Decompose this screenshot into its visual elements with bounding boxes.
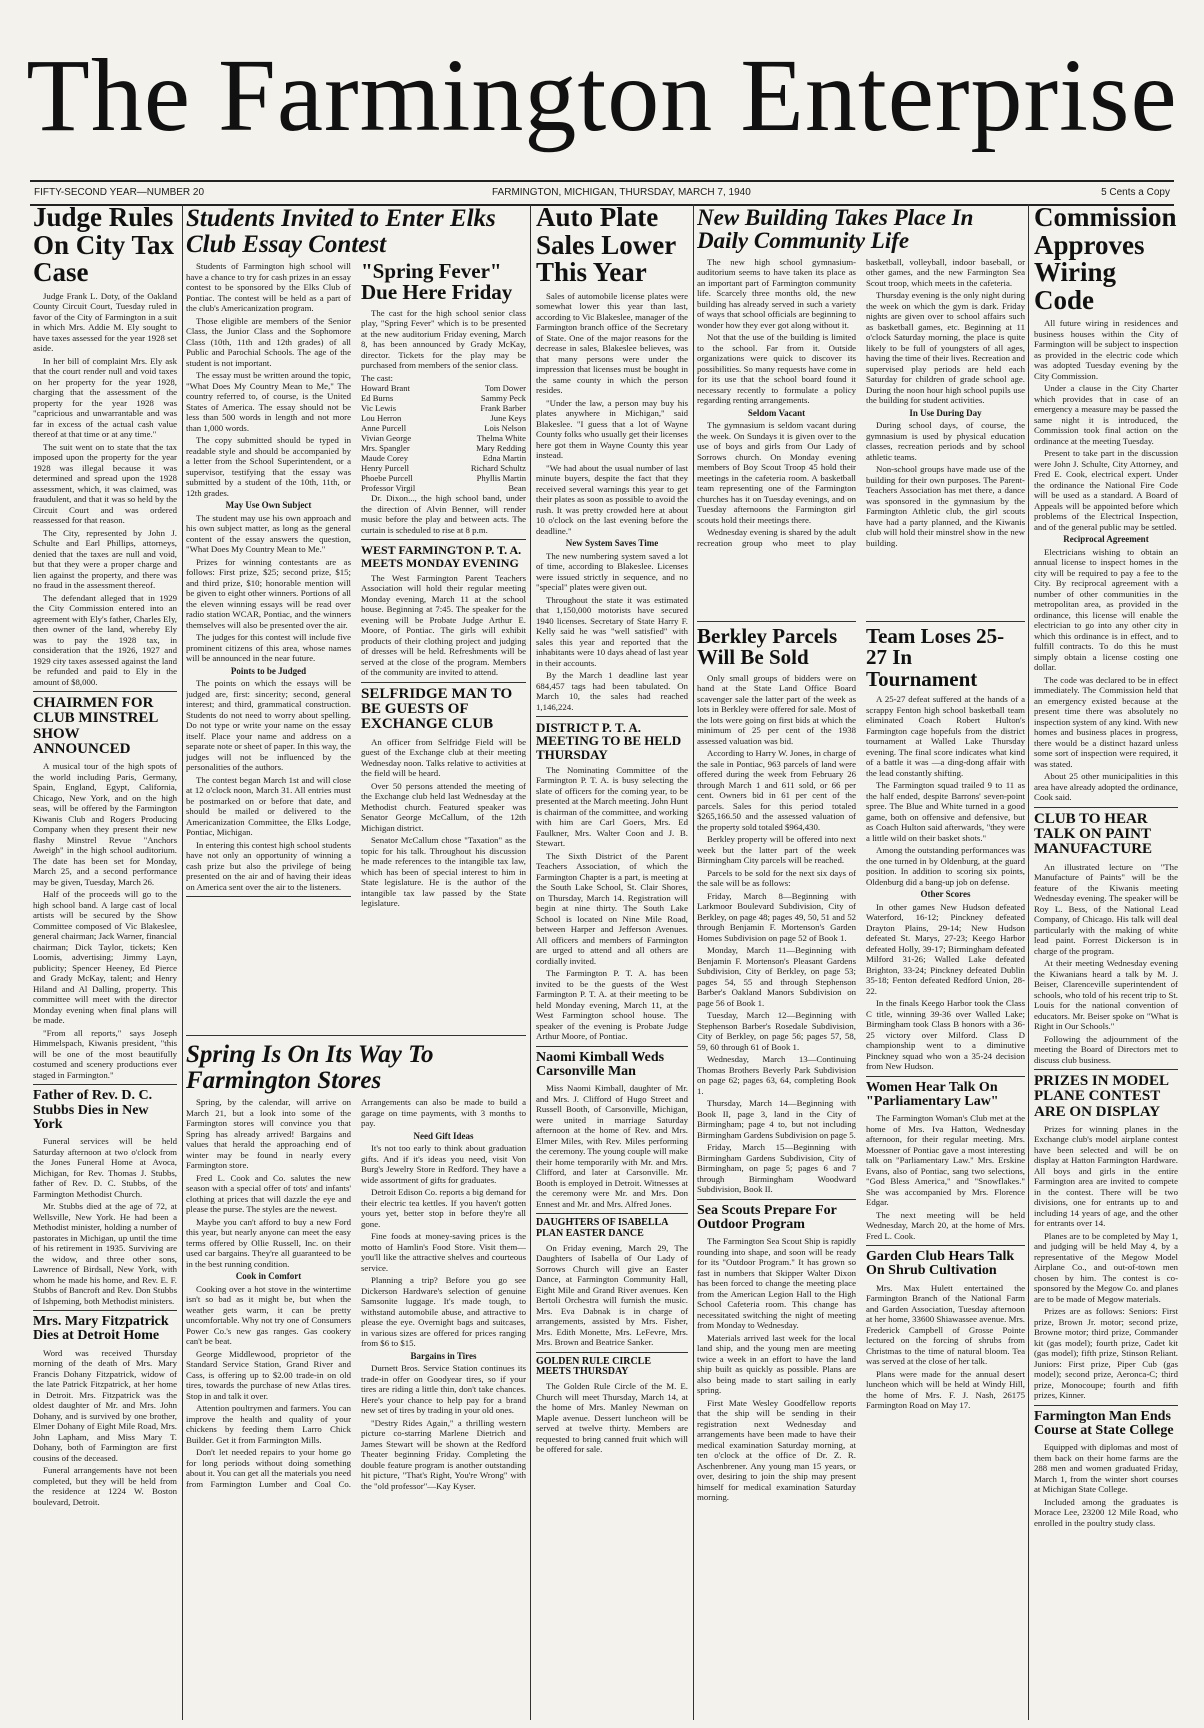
article-paragraph: Berkley property will be offered into next week but the latter part of the week Birmingham City parcels will be reached. <box>697 834 856 866</box>
headline-auto-plates: Auto Plate Sales Lower This Year <box>536 204 676 288</box>
article-paragraph: Planning a trip? Before you go see Dickerson Hardware's selection of genuine Samsonite luggage. It's made tough, to withstand automobile abuse, and attractive to please the eye. Overnight bags and suitcases, in various sizes are offered for prices ranging from $6 to $15. <box>361 1275 526 1348</box>
cast-actor: Thelma White <box>476 433 526 444</box>
cast-role: Vivian George <box>361 433 412 444</box>
masthead-title: The Farmington Enterprise <box>26 38 1178 153</box>
article-paragraph: Dr. Dixon..., the high school band, under the direction of Alvin Benner, will render music before the play and between acts. The curtain is scheduled to rise at 8 p.m. <box>361 493 526 535</box>
column-rule <box>693 204 694 1720</box>
cast-actor: Frank Barber <box>480 403 526 414</box>
article-paragraph: Half of the proceeds will go to the high school band. A large cast of local artists will be secured by the Show Committee composed of Vic Blakeslee, general chairman; Jack Warner, financial chairman; Dick Taylor, tickets; Ken Loomis, advertising; Jimmy Layn, publicity; Spencer Heeney, Ed Pierce and Grady McKay, talent; and Henry Hiland and Al Dalling, property. This committee will meet with the director Monday evening when final plans will be made. <box>33 889 177 1026</box>
article-paragraph: Electricians wishing to obtain an annual license to inspect homes in the city will be required to pay a fee to the City. By reciprocal agreement with a number of other communities in the metropolitan area, as provided in the ordinance, this license will enable the electrician to go into any other city in which this ordinance is in effect, and to fulfill contracts. To do this he must simply obtain a license costing one dollar. <box>1034 546 1178 673</box>
headline-selfridge: SELFRIDGE MAN TO BE GUESTS OF EXCHANGE CLUB <box>361 685 513 733</box>
article-paragraph: Tuesday, March 12—Beginning with Stephenson Barber's Rosedale Subdivision, City of Berkley, on page 56; pages 57, 58, 59, 60 through 61 of Book 1. <box>697 1010 856 1052</box>
article-paragraph: Only small groups of bidders were on hand at the State Land Office Board scavenger sale the latter part of the week as lots in Berkley were offered for sale. Most of the lots were going on first bids at which the minimum of 25 per cent of the 1938 assessed valuation was bid. <box>697 672 856 746</box>
article-paragraph: The suit went on to state that the tax imposed upon the property for the year 1928 was illegal because it was determined and spread upon the 1928 assessment, which, it was claimed, was fraudulent, and that it was so held by the Circuit Court and was ordered reassessed for that reason. <box>33 441 177 526</box>
section-rule <box>186 1035 526 1036</box>
article-paragraph: All future wiring in residences and business houses within the City of Farmington will be subject to inspection as provided in the electric code which was adopted Tuesday evening by the City Commission. <box>1034 318 1178 381</box>
article-paragraph: Funeral services will be held Saturday afternoon at two o'clock from the Jones Funeral Home at Avoca, Michigan, for Rev. Thomas J. Stubbs, father of Rev. D. C. Stubbs, of the Farmington Methodist Church. <box>33 1136 177 1199</box>
headline-wiring-code: Commission Approves Wiring Code <box>1034 204 1177 315</box>
subhead: May Use Own Subject <box>225 500 312 510</box>
article-paragraph: A musical tour of the high spots of the world including Paris, Germany, Spain, England, Egypt, California, Chicago, New York, and on the high seas, will be offered by the Farmington Kiwanis Club and Rogers Producing Company when they present their new flashy Minstrel Revue "Anchors Aweigh" in the high school auditorium. The date has been set for Monday, March 25, and a second performance may be given, Tuesday, March 26. <box>33 761 177 887</box>
section-rule <box>866 621 1025 622</box>
article-paragraph: Plans were made for the annual desert luncheon which will be held at Windy Hill, the home of Mrs. F. J. Nash, 26175 Farmington Road on May 17. <box>866 1368 1025 1411</box>
article-paragraph: Fine foods at money-saving prices is the motto of Hamlin's Food Store. Visit them—you'll like the attractive shelves and courteous service. <box>361 1231 526 1273</box>
article-paragraph: An officer from Selfridge Field will be guest of the Exchange club at their meeting Wednesday noon. Talks relative to activities at the field will be heard. <box>361 736 526 779</box>
article-paragraph: The Farmington Woman's Club met at the home of Mrs. Iva Hatton, Wednesday afternoon, for their regular meeting. Mrs. Moessner of Pontiac gave a most interesting talk on "Parliamentary Law." Mrs. Erskine Evans, also of Pontiac, sang two selections, "God Bless America," and "Snowflakes." She was accompanied by Mrs. Florence Edgar. <box>866 1113 1025 1208</box>
article-paragraph: Among the outstanding performances was the one turned in by Oldenburg, at the guard position. In addition to scoring six points, Oldenburg did a bang-up job on defense. <box>866 845 1025 887</box>
article-paragraph: Maybe you can't afford to buy a new Ford this year, but nearly anyone can meet the easy terms offered by Ollie Russell, Inc. on their used car bargains. They're all guaranteed to be in the best running condition. <box>186 1216 351 1269</box>
article-paragraph: Monday, March 11—Beginning with Benjamin F. Mortenson's Pleasant Gardens Subdivision, City of Berkley, on page 53; pages 54, 55 and through Stephenson Barber's Oakland Manors Subdivision on page 56 of Book 1. <box>697 945 856 1008</box>
article-paragraph: The West Farmington Parent Teachers Association will hold their regular meeting Monday evening, March 11 at the school house. Beginning at 7:45. The speaker for the evening will be Probate Judge Arthur E. Moore, of Pontiac. The girls will exhibit products of their clothing project and judging of dresses will be held. Refreshments will be served at the close of the program. Members of the community are invited to attend. <box>361 572 526 678</box>
dateline-bar <box>30 180 1174 206</box>
article-paragraph: The Farmington squad trailed 9 to 11 as the half ended, despite Barrons' seven-point spree. The Blue and White turned in a good game, both on offensive and defensive, but as Coach Hulton said afterwards, "they were a little wild on their basket shots." <box>866 780 1025 843</box>
article-paragraph: Miss Naomi Kimball, daughter of Mr. and Mrs. J. Clifford of Hugo Street and Russell Booth, of Carsonville, Michigan, were united in marriage Saturday afternoon at the home of Rev. and Mrs. Elmer Miles, with Rev. Miles performing the ceremony. The young couple will make their home temporarily with Mr. and Mrs. Clifford, and later at Carsonville. Mr. Booth is employed in Detroit. Witnesses at the ceremony were Mr. and Mrs. Don Ennest and Mr. and Mrs. Alfred Jones. <box>536 1083 688 1209</box>
article-paragraph: The student may use his own approach and his own subject matter, as long as the general content of the essay answers the question, "What Does My Country Mean to Me." <box>186 512 351 554</box>
article-paragraph: Prizes for winning contestants are as follows: First prize, $25; second prize, $15; and third prize, $10; honorable mention will be given to eight other winners. Portions of all the eleven winning essays will be read over radio station WCAR, Pontiac, and the winners themselves will also be presented over the air. <box>186 556 351 630</box>
article-paragraph: Under a clause in the City Charter which provides that in case of an emergency a measure may be passed the same night it is introduced, the Commission took final action on the ordinance at the meeting Tuesday. <box>1034 383 1178 446</box>
berkley-column <box>697 617 856 1697</box>
article-paragraph: By the March 1 deadline last year 684,457 tags had been tabulated. On March 10, the sales had reached 1,146,224. <box>536 670 688 712</box>
section-rule <box>697 1199 856 1200</box>
article-paragraph: The cast for the high school senior class play, "Spring Fever" which is to be presented at the new auditorium Friday evening, March 8, has been announced by Grady McKay, director. Tickets for the play may be purchased from members of the senior class. <box>361 307 526 371</box>
cast-role: Lou Herron <box>361 413 402 424</box>
cast-actor: Edna Martin <box>482 453 526 464</box>
article-paragraph: Judge Frank L. Doty, of the Oakland County Circuit Court, Tuesday ruled in favor of the City of Farmington in a suit in which Mrs. Addie M. Ely sought to have taxes assessed for the year 1928 set aside. <box>33 290 177 354</box>
team-column <box>866 617 1025 1697</box>
cast-actor: Phyllis Martin <box>476 473 526 484</box>
subhead: New System Saves Time <box>565 538 659 549</box>
cast-row <box>361 383 526 393</box>
column-rule <box>182 204 183 1720</box>
cast-row <box>361 403 526 413</box>
article-paragraph: The next meeting will be held Wednesday, March 20, at the home of Mrs. Fred L. Cook. <box>866 1209 1025 1241</box>
article-paragraph: Parcels to be sold for the next six days of the sale will be as follows: <box>697 867 856 889</box>
headline-stubbs: Father of Rev. D. C. Stubbs Dies in New York <box>33 1088 153 1132</box>
article-paragraph: Funeral arrangements have not been completed, but they will be held from the residence at 1224 W. Boston boulevard, Detroit. <box>33 1465 177 1507</box>
article-paragraph: Equipped with diplomas and most of them back on their home farms are the 288 men and women graduated Friday, March 1, from the winter short courses at Michigan State College. <box>1034 1442 1178 1495</box>
headline-fitzpatrick: Mrs. Mary Fitzpatrick Dies at Detroit Home <box>33 1314 169 1344</box>
article-paragraph: Students of Farmington high school will have a chance to try for cash prizes in an essay contest to be sponsored by the Elks Club of Pontiac. The contest will be held as a part of the club's Americanization program. <box>186 261 351 313</box>
article-paragraph: In her bill of complaint Mrs. Ely ask that the court render null and void taxes on her property for the year 1928, charging that the assessment of the property for the year 1928 was "capricious and unwarrantable and was far in excess of the actual cash value thereof at that time or at any time." <box>33 355 177 440</box>
article-paragraph: Over 50 persons attended the meeting of the Exchange club held last Wednesday at the Methodist church. Featured speaker was Senator George McCallum, of the 12th Michigan district. <box>361 780 526 833</box>
lower-spread <box>697 617 1025 1697</box>
article-paragraph: In the finals Keego Harbor took the Class C title, winning 39-36 over Walled Lake; Birmingham took Class B honors with a 36-25 victory over Milford. Class D championship went to a diminutive Pinckney squad who won a 35-24 decision from New Hudson. <box>866 998 1025 1072</box>
article-paragraph: Wednesday evening is shared by the adult recreation group who meet to play basketball, volleyball, indoor baseball, or other games, and the new Farmington Sea Scout troop, which meets in the cafeteria. <box>697 256 1025 548</box>
headline-spring-stores: Spring Is On Its Way To Farmington Stores <box>186 1041 434 1094</box>
article-paragraph: Materials arrived last week for the local land ship, and the young men are meeting twice a week in an effort to have the land ship built as quickly as possible. Plans are also being made to start sailing in early spring. <box>697 1332 856 1396</box>
section-rule <box>33 691 177 692</box>
spread-columns-2-3 <box>186 206 526 1718</box>
cast-row <box>361 413 526 423</box>
article-paragraph: The gymnasium is seldom vacant during the week. On Sundays it is given over to the use of boys and girls from Our Lady of Sorrows church. On Monday evening members of Boy Scout Troop 45 hold their meetings in the cafeteria room. A basketball team representing one of the Farmington churches has it on Tuesday evenings, and on Tuesday afternoons the Farmington girl scouts hold their meetings there. <box>697 420 856 525</box>
subhead: Bargains in Tires <box>410 1350 477 1361</box>
section-rule <box>536 1046 688 1047</box>
article-paragraph: The points on which the essays will be judged are, first: sincerity; second, general interest; and third, grammatical construction. Students do not need to worry about spelling. Do not type or write your name on the essay itself. Place your name and address on a separate note or sheet of paper. In this way, the judges will not be influenced by the personalities of the authors. <box>186 678 351 772</box>
place-date: FARMINGTON, MICHIGAN, THURSDAY, MARCH 7, 1940 <box>492 187 751 198</box>
article-paragraph: Prizes for winning planes in the Exchange club's model airplane contest have been selected and will be on display at Hatton Farmington Hardware. All boys and girls in the entire Farmington area are invited to compete in the contest. There will be two divisions, one for entrants up to and including 14 years of age, and the other for entrants over 14. <box>1034 1123 1178 1229</box>
cast-row <box>361 423 526 433</box>
article-paragraph: The essay must be written around the topic, "What Does My Country Mean to Me," The country referred to, of course, is the United States of America. The essay should not be less than 500 words in length and not more than 1,000 words. <box>186 370 351 433</box>
column-4 <box>533 204 691 1722</box>
article-paragraph: It's not too early to think about graduation gifts. And if it's ideas you need, visit Von Burg's Jewelry Store in Redford. They have a wide assortment of gifts for graduates. <box>361 1143 526 1185</box>
headline-west-pta: WEST FARMINGTON P. T. A. MEETS MONDAY EVENING <box>361 543 522 570</box>
article-paragraph: An illustrated lecture on "The Manufacture of Paints" will be the feature of the Kiwanis meeting Wednesday evening. The speaker will be Roy L. Bess, of the National Lead Company, of Chicago. His talk will deal particularly with the making of white lead paint. Forrest Dickerson is in charge of the program. <box>1034 861 1178 956</box>
article-paragraph: At their meeting Wednesday evening the Kiwanians heard a talk by M. J. Beiser, Clarenceville superintendent of schools, who told of his recent trip to St. Louis for the national convention of educators. Mr. Beiser spoke on "What is Right in Our Schools." <box>1034 958 1178 1032</box>
headline-district-pta: DISTRICT P. T. A. MEETING TO BE HELD THURSDAY <box>536 720 682 762</box>
column-rule <box>1028 204 1029 1720</box>
volume-number: FIFTY-SECOND YEAR—NUMBER 20 <box>34 187 205 198</box>
article-paragraph: Durnett Bros. Service Station continues its trade-in offer on Goodyear tires, so if your tires are riding a little thin, don't take chances. Here's your chance to help pay for a brand new set of tires by trading in your old ones. <box>361 1363 526 1415</box>
cast-actor: Mary Redding <box>476 443 526 454</box>
headline-team-loses: Team Loses 25-27 In Tournament <box>866 623 1005 691</box>
headline-paint-talk: CLUB TO HEAR TALK ON PAINT MANUFACTURE <box>1034 810 1153 858</box>
cast-actor: June Keys <box>490 413 526 424</box>
cast-role: Mrs. Spangler <box>361 443 410 454</box>
article-paragraph: Word was received Thursday morning of the death of Mrs. Mary Francis Dohany Fitzpatrick, widow of the late Patrick Fitzpatrick, at her home in Detroit. Mrs. Fitzpatrick was the oldest daughter of Mr. and Mrs. John Dohany, and is survived by one brother, Elmer Dohany of Eight Mile Road, Mrs. John Lapham, and Miss Mary T. Dohany, both of Farmington are first cousins of the deceased. <box>33 1347 177 1463</box>
article-paragraph: Mrs. Max Hulett entertained the Farmington Branch of the National Farm and Garden Association, Tuesday afternoon at her home, 33600 Shiawassee avenue. Mrs. Frederick Campbell of Grosse Pointe lectured on the forcing of shrubs from Christmas to the time of natural bloom. Tea was served at the close of her talk. <box>866 1282 1025 1367</box>
cast-role: Professor Virgil <box>361 483 416 494</box>
article-paragraph: The new high school gymnasium-auditorium seems to have taken its place as an important part of Farmington community life. Scarcely three months old, the new building has already served in such a variety of ways that school officials are beginning to wonder how they ever got along without it. <box>697 256 856 330</box>
cast-row <box>361 463 526 473</box>
headline-model-plane: PRIZES IN MODEL PLANE CONTEST ARE ON DISPLAY <box>1034 1073 1169 1120</box>
subhead: Other Scores <box>920 889 971 900</box>
section-rule <box>361 682 526 683</box>
article-paragraph: Non-school groups have made use of the building for their own purposes. The Parent-Teachers Association has met there, a dance was sponsored in the gymnasium by the Farmington Athletic club, the girl scouts have had a party planned, and the Kiwanis club will hold their minstrel show in the new building. <box>866 464 1025 548</box>
article-paragraph: Cooking over a hot stove in the wintertime isn't so bad as it might be, but when the weather gets warm, it can be pretty uncomfortable. Why not try one of Consumers Power Co.'s new gas ranges. Gas cookery can't be beat. <box>186 1283 351 1346</box>
article-paragraph: Don't let needed repairs to your home go for long periods without doing something about it. You can get all the materials you need from Farmington Lumber and Coal Co. Arrangements can also be made to build a garage on time payments, with 3 months to pay. <box>186 1097 526 1489</box>
article-paragraph: The City, represented by John J. Schulte and Earl Phillips, attorneys, denied that the taxes are null and void, but that they were a proper charge and lien against the property, and there was no fraud in the assessment thereof. <box>33 527 177 591</box>
article-paragraph: Throughout the state it was estimated that 1,150,000 motorists have secured 1940 licenses. Secretary of State Harry F. Kelly said he was "well satisfied" with sales this year and reported that the inhabitants were 10 days ahead of last year in their accounts. <box>536 594 688 668</box>
section-rule <box>866 1076 1025 1077</box>
cast-role: Henry Purcell <box>361 463 409 474</box>
headline-tax-case: Judge Rules On City Tax Case <box>33 204 175 288</box>
article-paragraph: George Middlewood, proprietor of the Standard Service Station, Grand River and Cass, is offering up to $2.00 trade-in on old tires, towards the purchase of new Atlas tires. Stop in and talk it over. <box>186 1348 351 1401</box>
article-paragraph: Included among the graduates is Morace Lee, 23200 12 Mile Road, who enrolled in the poultry study class. <box>1034 1496 1178 1528</box>
article-paragraph: Friday, March 15—Beginning with Birmingham Gardens Subdivision, City of Birmingham, on page 5; pages 6 and 7 through Birmingham Woodward Subdivision, Book II. <box>697 1142 856 1195</box>
article-paragraph: The Farmington Sea Scout Ship is rapidly rounding into shape, and soon will be ready for its "Outdoor Program." It has grown so fast in numbers that Skipper Walter Dixon has been forced to change the meeting place from the American Legion Hall to the High School Cafeteria room. This change has necessitated switching the night of meeting from Monday to Wednesday. <box>697 1236 856 1331</box>
article-paragraph: About 25 other municipalities in this area have already adopted the ordinance, Cook said. <box>1034 771 1178 803</box>
subhead: Cook in Comfort <box>235 1271 302 1281</box>
section-rule <box>186 896 351 897</box>
article-paragraph: Planes are to be completed by May 1, and judging will be held May 4, by a representative of the Megow Model Airplane Co., and out-of-town men chosen by him. The contest is co-sponsored by the Megow Co. and planes are to be made of Megow materials. <box>1034 1230 1178 1304</box>
cast-actor: Tom Dower <box>484 383 526 394</box>
article-paragraph: Detroit Edison Co. reports a big demand for their electric tea kettles. If you haven't gotten yours yet, better stop in before they're all gone. <box>361 1187 526 1229</box>
column-1 <box>30 204 180 1722</box>
article-paragraph: Friday, March 8—Beginning with Larkmoor Boulevard Subdivision, City of Berkley, on page 48; pages 49, 50, 51 and 52 through Benjamin F. Mortenson's Garden Homes Subdivision on page 52 of Book 1. <box>697 890 856 943</box>
headline-parliamentary-law: Women Hear Talk On "Parliamentary Law" <box>866 1079 999 1109</box>
subhead: Need Gift Ideas <box>413 1130 474 1141</box>
section-rule <box>33 1084 177 1085</box>
article-paragraph: According to Harry W. Jones, in charge of the sale in Pontiac, 963 parcels of land were offered during the week from February 26 through March 1 and 611 sold, or 66 per cent. Owners bid in 61 per cent of the parcels. Sales for this period totaled $265,166.50 and the assessed valuation of the property sold totaled $964,430. <box>697 748 856 832</box>
cast-row <box>361 433 526 443</box>
cast-role: Howard Brant <box>361 383 410 394</box>
spread-columns-5-6 <box>697 206 1025 1718</box>
headline-berkley-parcels: Berkley Parcels Will Be Sold <box>697 623 838 670</box>
article-paragraph: Not that the use of the building is limited to the school. Far from it. Outside organizations were quick to discover its possibilities. So many requests have come in for its use that the school board found it necessary recently to formulate a policy regarding renting arrangements. <box>697 332 856 406</box>
building-article-body <box>697 257 1025 617</box>
article-paragraph: The contest began March 1st and will close at 12 o'clock noon, March 31. All entries must be postmarked on or before that date, and should be mailed or delivered to the Americanization Committee, the Elks Lodge, Pontiac, Michigan. <box>186 774 351 837</box>
section-rule <box>1034 807 1178 808</box>
article-paragraph: "We had about the usual number of last minute buyers, despite the fact that they received several warnings this year to get their plates as soon as possible to avoid the rush. It was pretty crowded here at about 10 o'clock on the last evening before the deadline." <box>536 462 688 536</box>
article-paragraph: Sales of automobile license plates were somewhat lower this year than last, according to Vic Blakeslee, manager of the Farmington branch office of the Secretary of State. One of the major reasons for the decrease in sales, Blakeslee believes, was that many persons were under the impression that licenses must be bought in the same county in which the person resides. <box>536 290 688 396</box>
article-paragraph: Fred L. Cook and Co. salutes the new season with a special offer of tots' and infants' clothing at prices that will dazzle the eye and please the purse. The styles are the newest. <box>186 1172 351 1214</box>
article-paragraph: "From all reports," says Joseph Himmelspach, Kiwanis president, "this will be one of the most beautifully costumed and scenery productions ever staged in Farmington." <box>33 1027 177 1080</box>
article-paragraph: "Destry Rides Again," a thrilling western picture co-starring Marlene Dietrich and James Stewart will be shown at the Redford Theater beginning Friday. Completing the double feature program is another outstanding hit picture, "That's Right, You're Wrong" with the "old professor"—Kay Kyser. <box>361 1417 526 1491</box>
headline-spring-fever: "Spring Fever" Due Here Friday <box>361 261 513 305</box>
price: 5 Cents a Copy <box>1101 187 1170 198</box>
article-paragraph: The Golden Rule Circle of the M. E. Church will meet Thursday, March 14, at the home of Mrs. Manley Newman on Maple avenue. Dessert luncheon will be served at twelve thirty. Members are requested to bring canned fruit which will be offered for sale. <box>536 1381 688 1455</box>
article-paragraph: First Mate Wesley Goodfellow reports that the ship will be sending in their registration next Wednesday and arrangements have been made to have their medical examination Saturday morning, at ten o'clock at the office of Dr. Z. R. Aschenbrener. Any young man 15 years, or over, desiring to join the ship may present himself for medical examination Saturday morning. <box>697 1397 856 1503</box>
article-paragraph: During school days, of course, the gymnasium is used by physical education classes, recreation periods and by school athletic teams. <box>866 420 1025 462</box>
cast-row <box>361 443 526 453</box>
column-7 <box>1031 204 1181 1722</box>
article-paragraph: The new numbering system saved a lot of time, according to Blakeslee. Licenses were issued strictly in sequence, and no "special" plates were given out. <box>536 550 688 593</box>
article-paragraph: Thursday evening is the only night during the week on which the gym is dark. Friday nights are given over to school affairs such as basketball games, etc. Beginning at 11 o'clock Saturday morning, the place is quite likely to be full of youngsters of all ages, having the time of their lives. Recreation and supervised play periods are held each Saturday for children of grade school age. During the noon hour high school pupils use the building for student activities. <box>866 290 1025 406</box>
article-paragraph: On Friday evening, March 29, The Daughters of Isabella of Our Lady of Sorrows Church will give an Easter Dance, at Farmington Community Hall, Eight Mile and Grand River avenues. Ken Bertoli Orchestra will furnish the music. Mrs. Eva Dabnak is in charge of arrangements, assisted by Mrs. Fisher, Mrs. Edith Monette, Mrs. LeFevre, Mrs. Mrs. Brown and Beatrice Sanker. <box>536 1242 688 1348</box>
cast-role: Ed Burns <box>361 393 394 404</box>
subhead: Reciprocal Agreement <box>1063 534 1149 545</box>
section-rule <box>1034 1405 1178 1406</box>
article-paragraph: In entering this contest high school students have not only an opportunity of winning a cash prize but also the privilege of being presented on the air and of having their ideas on America sent over the air to the listeners. <box>186 839 351 892</box>
article-paragraph: The Nominating Committee of the Farmington P. T. A. is busy selecting the slate of officers for the coming year, to be presented at the March meeting. John Hunt is chairman of the committee, and working with him are Carl Goers, Mrs. Ed Faulkner, Mrs. Walter Coon and J. B. Stewart. <box>536 764 688 849</box>
section-rule <box>361 539 526 540</box>
headline-kimball-wedding: Naomi Kimball Weds Carsonville Man <box>536 1049 665 1080</box>
section-rule <box>1034 1069 1178 1070</box>
headline-sea-scouts: Sea Scouts Prepare For Outdoor Program <box>697 1202 837 1232</box>
section-rule <box>536 1352 688 1353</box>
section-rule <box>536 1213 688 1214</box>
article-paragraph: The Sixth District of the Parent Teachers Association, of which the Farmington Chapter is a part, is meeting at the South Lake School, St. Clair Shores, on Thursday, March 14. Registration will begin at nine thirty. The South Lake School is located on Nine Mile Road, between Harper and Jefferson Avenues. All officers and members of Farmington are urged to attend and all others are cordially invited. <box>536 850 688 966</box>
cast-role: Phoebe Purcell <box>361 473 413 484</box>
article-paragraph: The copy submitted should be typed in readable style and should be accompanied by a letter from the School Superintendent, or a supervisor, testifying that the essay was submitted by a student of the 10th, 11th, or 12th grades. <box>186 435 351 498</box>
article-paragraph: Spring, by the calendar, will arrive on March 21, but a look into some of the Farmington stores will convince you that Spring has already arrived! Bargains and values that herald the approaching end of winter may be found in nearly every Farmington store. <box>186 1097 351 1170</box>
cast-actor: Lois Nelson <box>484 423 526 434</box>
article-paragraph: The code was declared to be in effect immediately. The Commission held that an emergency existed because at the present time there was absolutely no inspection system of any kind. With new homes and business places in progress, there would be a distinct hazard unless some sort of inspection were required, it was stated. <box>1034 674 1178 769</box>
cast-row <box>361 393 526 403</box>
cast-role: Maude Corey <box>361 453 409 464</box>
article-paragraph: Mr. Stubbs died at the age of 72, at Wellsville, New York. He had been a Methodist minister, holding a number of pastorates in Michigan, up until the time of his retirement in 1935. Surviving are the widow, and three other sons, Lawrence of Birdsall, New York, with whom he made his home, and Rev. E. F. Stubbs of Bancroft and Rev. Don Stubbs of Ishpeming, both Methodist ministers. <box>33 1201 177 1306</box>
article-paragraph: Prizes are as follows: Seniors: First prize, Brown Jr. motor; second prize, Browne motor; third prize, Commander kit (gas model); fourth prize, Cadet kit (gas model); fifth prize, Stinson Reliant. Juniors: First prize, Piper Cub (gas model); second prize, Aeronca-C; third prize, Monocoupe; fourth and fifth prizes, Kinner. <box>1034 1306 1178 1401</box>
section-rule <box>866 1245 1025 1246</box>
cast-actor: Richard Schultz <box>470 463 526 474</box>
cast-actor: Bean <box>508 483 526 494</box>
article-paragraph: The judges for this contest will include five prominent citizens of this area, whose names will be announced in the near future. <box>186 632 351 663</box>
headline-minstrel-show: CHAIRMEN FOR CLUB MINSTREL SHOW ANNOUNCED <box>33 695 158 757</box>
elks-article-body <box>186 261 526 1031</box>
headline-isabella-dance: DAUGHTERS OF ISABELLA PLAN EASTER DANCE <box>536 1217 668 1239</box>
cast-row <box>361 453 526 463</box>
article-paragraph: The defendant alleged that in 1929 the City Commission entered into an agreement with Ely's father, Charles Ely, then owner of the land, whereby Ely was to pay the 1928 tax, in consideration that the 1926, 1927 and 1929 city taxes assessed against the land be refunded and paid to Ely in the amount of $8,000. <box>33 592 177 687</box>
article-paragraph: Present to take part in the discussion were John J. Schulte, City Attorney, and Fred E. Cook, electrical expert. Under the ordinance the National Fire Code will be used as a standard. A Board of Appeals will be appointed before which problems of the Electrical Inspection, and of the general public may be settled. <box>1034 448 1178 532</box>
article-paragraph: The Farmington P. T. A. has been invited to be the guests of the West Farmington P. T. A. at their meeting to be held Monday evening, March 11, at the West Farmington school house. The speaker of the evening is Probate Judge Arthur Moore, of Pontiac. <box>536 968 688 1042</box>
article-paragraph: In other games New Hudson defeated Waterford, 16-12; Pinckney defeated Drayton Plains, 29-14; New Hudson defeated St. Marys, 27-23; Keego Harbor defeated Holly, 39-17; Birmingham defeated Milford 31-26; Walled Lake defeated Brighton, 33-24; Pinckney defeated Dublin 35-18; Fenton defeated Redford Union, 28-22. <box>866 901 1025 996</box>
headline-garden-club: Garden Club Hears Talk On Shrub Cultivation <box>866 1249 1015 1279</box>
cast-actor: Sammy Peck <box>480 393 526 404</box>
cast-role: Anne Purcell <box>361 423 407 434</box>
article-paragraph: Senator McCallum chose "Taxation" as the topic for his talk. Throughout his discussion he made references to the intangible tax law, which has been of special interest to him in State legislature. He is the author of the intangible tax law passed by the State legislature. <box>361 835 526 909</box>
cast-row <box>361 483 526 493</box>
headline-golden-rule: GOLDEN RULE CIRCLE MEETS THURSDAY <box>536 1355 652 1377</box>
section-rule <box>697 621 856 622</box>
subhead: Points to be Judged <box>230 665 307 676</box>
article-paragraph: Attention poultrymen and farmers. You can improve the health and quality of your chickens by feeding them Larro Chick Builder. Get it from Farmington Mills. <box>186 1403 351 1445</box>
column-rule <box>530 204 531 1720</box>
section-rule <box>33 1310 177 1311</box>
spring-article-body <box>186 1097 526 1718</box>
cast-label: The cast: <box>361 372 393 383</box>
subhead: In Use During Day <box>909 407 982 418</box>
headline-new-building: New Building Takes Place In Daily Community Life <box>697 206 974 254</box>
article-paragraph: Wednesday, March 13—Continuing Thomas Brothers Beverly Park Subdivision on page 62; pages 63, 64, completing Book 1. <box>697 1054 856 1096</box>
article-paragraph: A 25-27 defeat suffered at the hands of a scrappy Fenton high school basketball team eliminated Coach Robert Hulton's Farmington cage hopefuls from the district tournament at Walled Lake Thursday evening. The final score indicates what kind of a battle it was —a ding-dong affair with the lead constantly shifting. <box>866 694 1025 778</box>
article-paragraph: Those eligible are members of the Senior Class, the Junior Class and the Sophomore Class (10th, 11th and 12th grades) of all Public and Parochial Schools. The age of the student is not important. <box>186 315 351 368</box>
article-paragraph: "Under the law, a person may buy his plates anywhere in Michigan," said Blakeslee. "I guess that a lot of Wayne County folks who usually get their licenses here got them in Wayne County this year instead. <box>536 397 688 461</box>
article-paragraph: Following the adjournment of the meeting the Board of Directors met to discuss club business. <box>1034 1033 1178 1065</box>
cast-role: Vic Lewis <box>361 403 397 414</box>
headline-state-college: Farmington Man Ends Course at State College <box>1034 1408 1174 1439</box>
headline-elks-essay: Students Invited to Enter Elks Club Essay Contest <box>186 206 496 258</box>
cast-row <box>361 473 526 483</box>
section-rule <box>536 716 688 717</box>
article-paragraph: Thursday, March 14—Beginning with Book II, page 3, land in the City of Birmingham; page 4 to, but not including Birmingham Gardens Subdivision on page 5. <box>697 1098 856 1140</box>
subhead: Seldom Vacant <box>747 407 806 418</box>
